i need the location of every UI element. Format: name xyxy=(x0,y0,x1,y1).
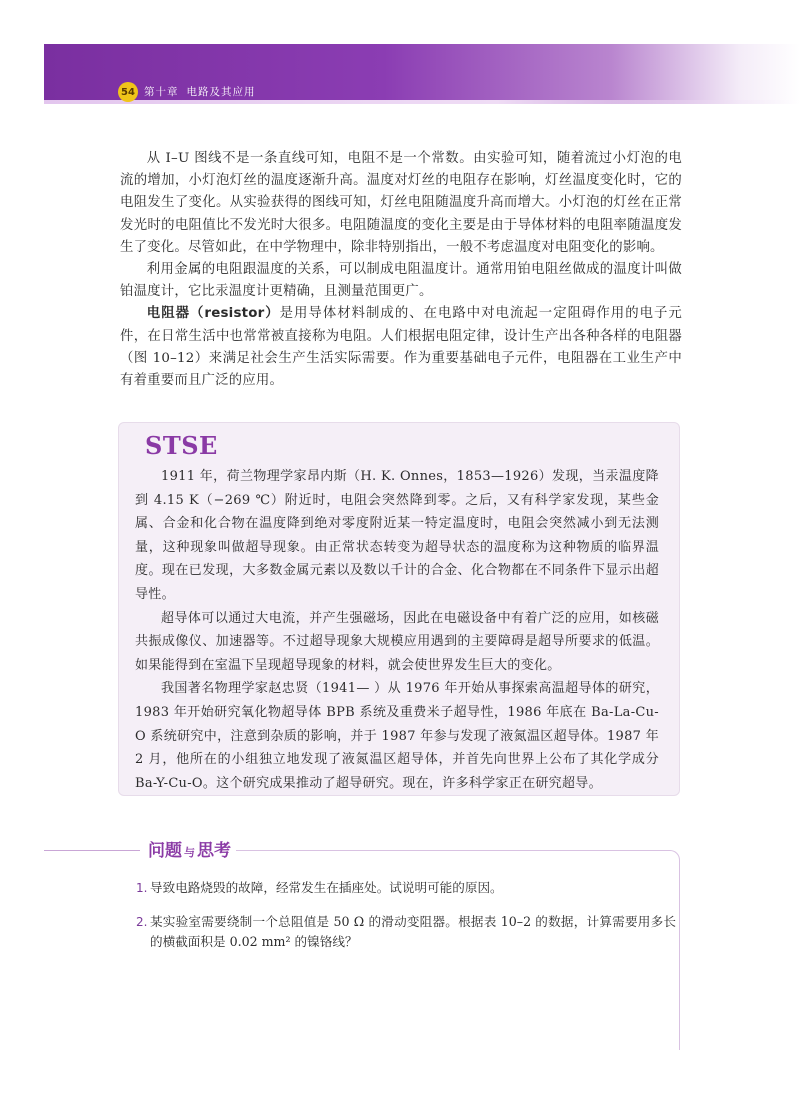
paragraph-resistor xyxy=(120,303,682,392)
question-number: 1. xyxy=(136,881,148,895)
questions-divider-left xyxy=(44,850,140,851)
stse-title: STSE xyxy=(145,431,218,460)
questions-title xyxy=(148,836,231,861)
questions-list xyxy=(136,878,676,966)
paragraph-thermometer: 利用金属的电阻跟温度的关系，可以制成电阻温度计。通常用铂电阻丝做成的温度计叫做铂温度计，它比汞温度计更精确，且测量范围更广。 xyxy=(120,262,682,300)
question-number: 2. xyxy=(136,915,148,929)
chapter-label: 第十章 xyxy=(144,86,179,98)
paragraph-iu-curve: 从 I–U 图线不是一条直线可知，电阻不是一个常数。由实验可知，随着流过小灯泡的电流的增加，小灯泡灯丝的温度逐渐升高。温度对灯丝的电阻存在影响，灯丝温度变化时，它的电阻发生了变化。从实验获得的图线可知，灯丝电阻随温度升高而增大。小灯泡的灯丝在正常发光时的电阻值比不发光时大很多。电阻随温度的变化主要是由于导体材料的电阻率随温度发生了变化。尽管如此，在中学物理中，除非特别指出，一般不考虑温度对电阻变化的影响。 xyxy=(120,151,682,255)
page-number-badge: 54 xyxy=(118,82,138,102)
questions-title-a: 问题 xyxy=(148,841,182,861)
stse-paragraph-onnes: 1911 年，荷兰物理学家昂内斯（H. K. Onnes，1853—1926）发现，当汞温度降到 4.15 K（−269 ℃）附近时，电阻会突然降到零。之后，又有科学家发现，某些金属、合金和化合物在温度降到绝对零度附近某一特定温度时，电阻会突然减小到无法测量，这种现象叫做超导现象。由正常状态转变为超导状态的温度称为这种物质的临界温度。现在已发现，大多数金属元素以及数以千计的合金、化合物都在不同条件下显示出超导性。 xyxy=(135,469,659,602)
question-item xyxy=(136,878,676,898)
stse-box xyxy=(118,422,680,796)
question-text: 某实验室需要绕制一个总阻值是 50 Ω 的滑动变阻器。根据表 10–2 的数据，计算需要用多长的横截面积是 0.02 mm² 的镍铬线？ xyxy=(150,914,676,949)
question-text: 导致电路烧毁的故障，经常发生在插座处。试说明可能的原因。 xyxy=(150,880,503,895)
resistor-term: 电阻器（resistor） xyxy=(146,306,280,322)
question-item xyxy=(136,912,676,952)
stse-paragraph-applications: 超导体可以通过大电流，并产生强磁场，因此在电磁设备中有着广泛的应用，如核磁共振成像仪、加速器等。不过超导现象大规模应用遇到的主要障碍是超导所要求的低温。如果能得到在室温下呈现超导现象的材料，就会使世界发生巨大的变化。 xyxy=(135,610,659,673)
header-strip xyxy=(44,100,800,104)
chapter-heading xyxy=(144,84,256,99)
stse-paragraph-zhao: 我国著名物理学家赵忠贤（1941— ）从 1976 年开始从事探索高温超导体的研究，1983 年开始研究氧化物超导体 BPB 系统及重费米子超导性，1986 年底在 Ba-La-Cu-O 系统研究中，注意到杂质的影响，并于 1987 年参与发现了液氮温区超导体。1987 年 2 月，他所在的小组独立地发现了液氮温区超导体，并首先向世界上公布了其化学成分 Ba-Y-Cu-O。这个研究成果推动了超导研究。现在，许多科学家正在研究超导。 xyxy=(135,681,659,791)
questions-title-and: 与 xyxy=(184,846,195,859)
resistor-description: 是用导体材料制成的、在电路中对电流起一定阻碍作用的电子元件，在日常生活中也常常被直接称为电阻。人们根据电阻定律，设计生产出各种各样的电阻器（图 10–12）来满足社会生产生活实际需要。作为重要基础电子元件，电阻器在工业生产中有着重要而且广泛的应用。 xyxy=(120,306,682,389)
main-text xyxy=(120,148,682,392)
chapter-title: 电路及其应用 xyxy=(186,86,256,98)
stse-body xyxy=(135,465,659,795)
questions-title-b: 思考 xyxy=(197,841,231,861)
